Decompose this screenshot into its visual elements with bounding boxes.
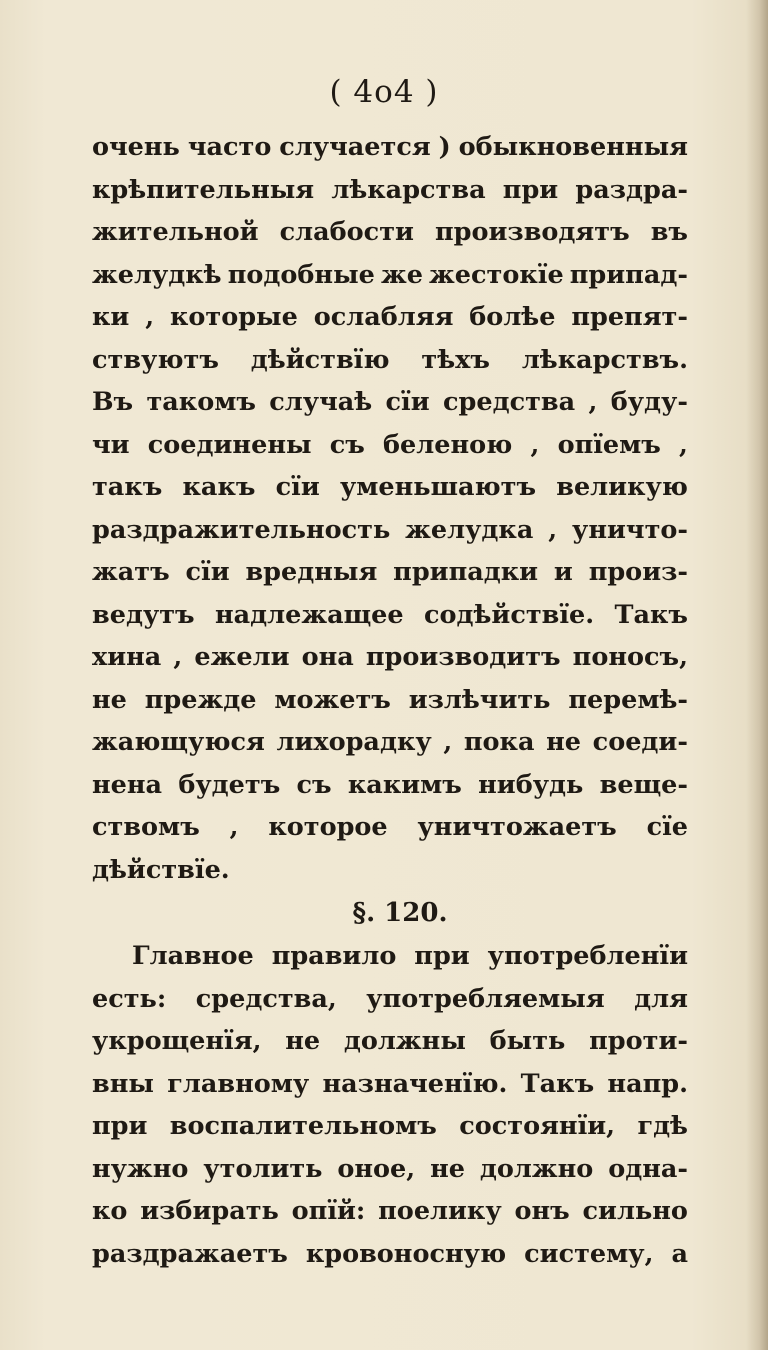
text-line: такъ какъ сїи уменьшаютъ великую: [92, 472, 688, 502]
text-line: желудкѣ подобные же жестокїе припад-: [92, 259, 688, 290]
text-line: Въ такомъ случаѣ сїи средства , буду-: [92, 387, 688, 417]
text-line: ки , которые ослабляя болѣе препят-: [92, 302, 688, 332]
paragraph-2: [92, 935, 688, 1275]
text-line: дѣйствїе.: [92, 854, 230, 885]
text-line: жающуюся лихорадку , пока не соеди-: [92, 727, 688, 757]
text-line: крѣпительныя лѣкарства при раздра-: [92, 174, 688, 205]
page-edge-shadow: [746, 0, 768, 1350]
text-line: при воспалительномъ состоянїи, гдѣ: [92, 1111, 688, 1141]
text-line: нена будетъ съ какимъ нибудь веще-: [92, 769, 688, 800]
text-line: раздражаетъ кровоносную систему, а: [92, 1238, 688, 1269]
text-line: очень часто случается ) обыкновенныя: [92, 132, 688, 162]
text-line: ствомъ , которое уничтожаетъ сїе: [92, 812, 688, 842]
text-line: жатъ сїи вредныя припадки и произ-: [92, 557, 688, 587]
text-line: вны главному назначенїю. Такъ напр.: [92, 1068, 688, 1099]
text-line: укрощенїя, не должны быть проти-: [92, 1026, 688, 1056]
text-line: ствуютъ дѣйствїю тѣхъ лѣкарствъ.: [92, 344, 688, 375]
text-line: ведутъ надлежащее содѣйствїе. Такъ: [92, 599, 688, 630]
text-line: раздражительность желудка , уничто-: [92, 514, 688, 545]
page-body: [92, 126, 688, 1275]
text-line: чи соединены съ беленою , опїемъ ,: [92, 429, 688, 460]
text-line: есть: средства, употребляемыя для: [92, 983, 688, 1014]
text-line: ко избирать опїй: поелику онъ сильно: [92, 1196, 688, 1226]
section-heading: §. 120.: [352, 898, 448, 928]
text-line: не прежде можетъ излѣчить перемѣ-: [92, 684, 688, 715]
text-line: нужно утолить оное, не должно одна-: [92, 1153, 688, 1184]
text-line: жительной слабости производятъ въ: [92, 217, 688, 247]
text-line: хина , ежели она производитъ поносъ,: [92, 642, 688, 672]
paragraph-1: [92, 126, 688, 891]
page-number: ( 4о4 ): [329, 74, 439, 110]
text-line: Главное правило при употребленїи: [132, 941, 688, 971]
